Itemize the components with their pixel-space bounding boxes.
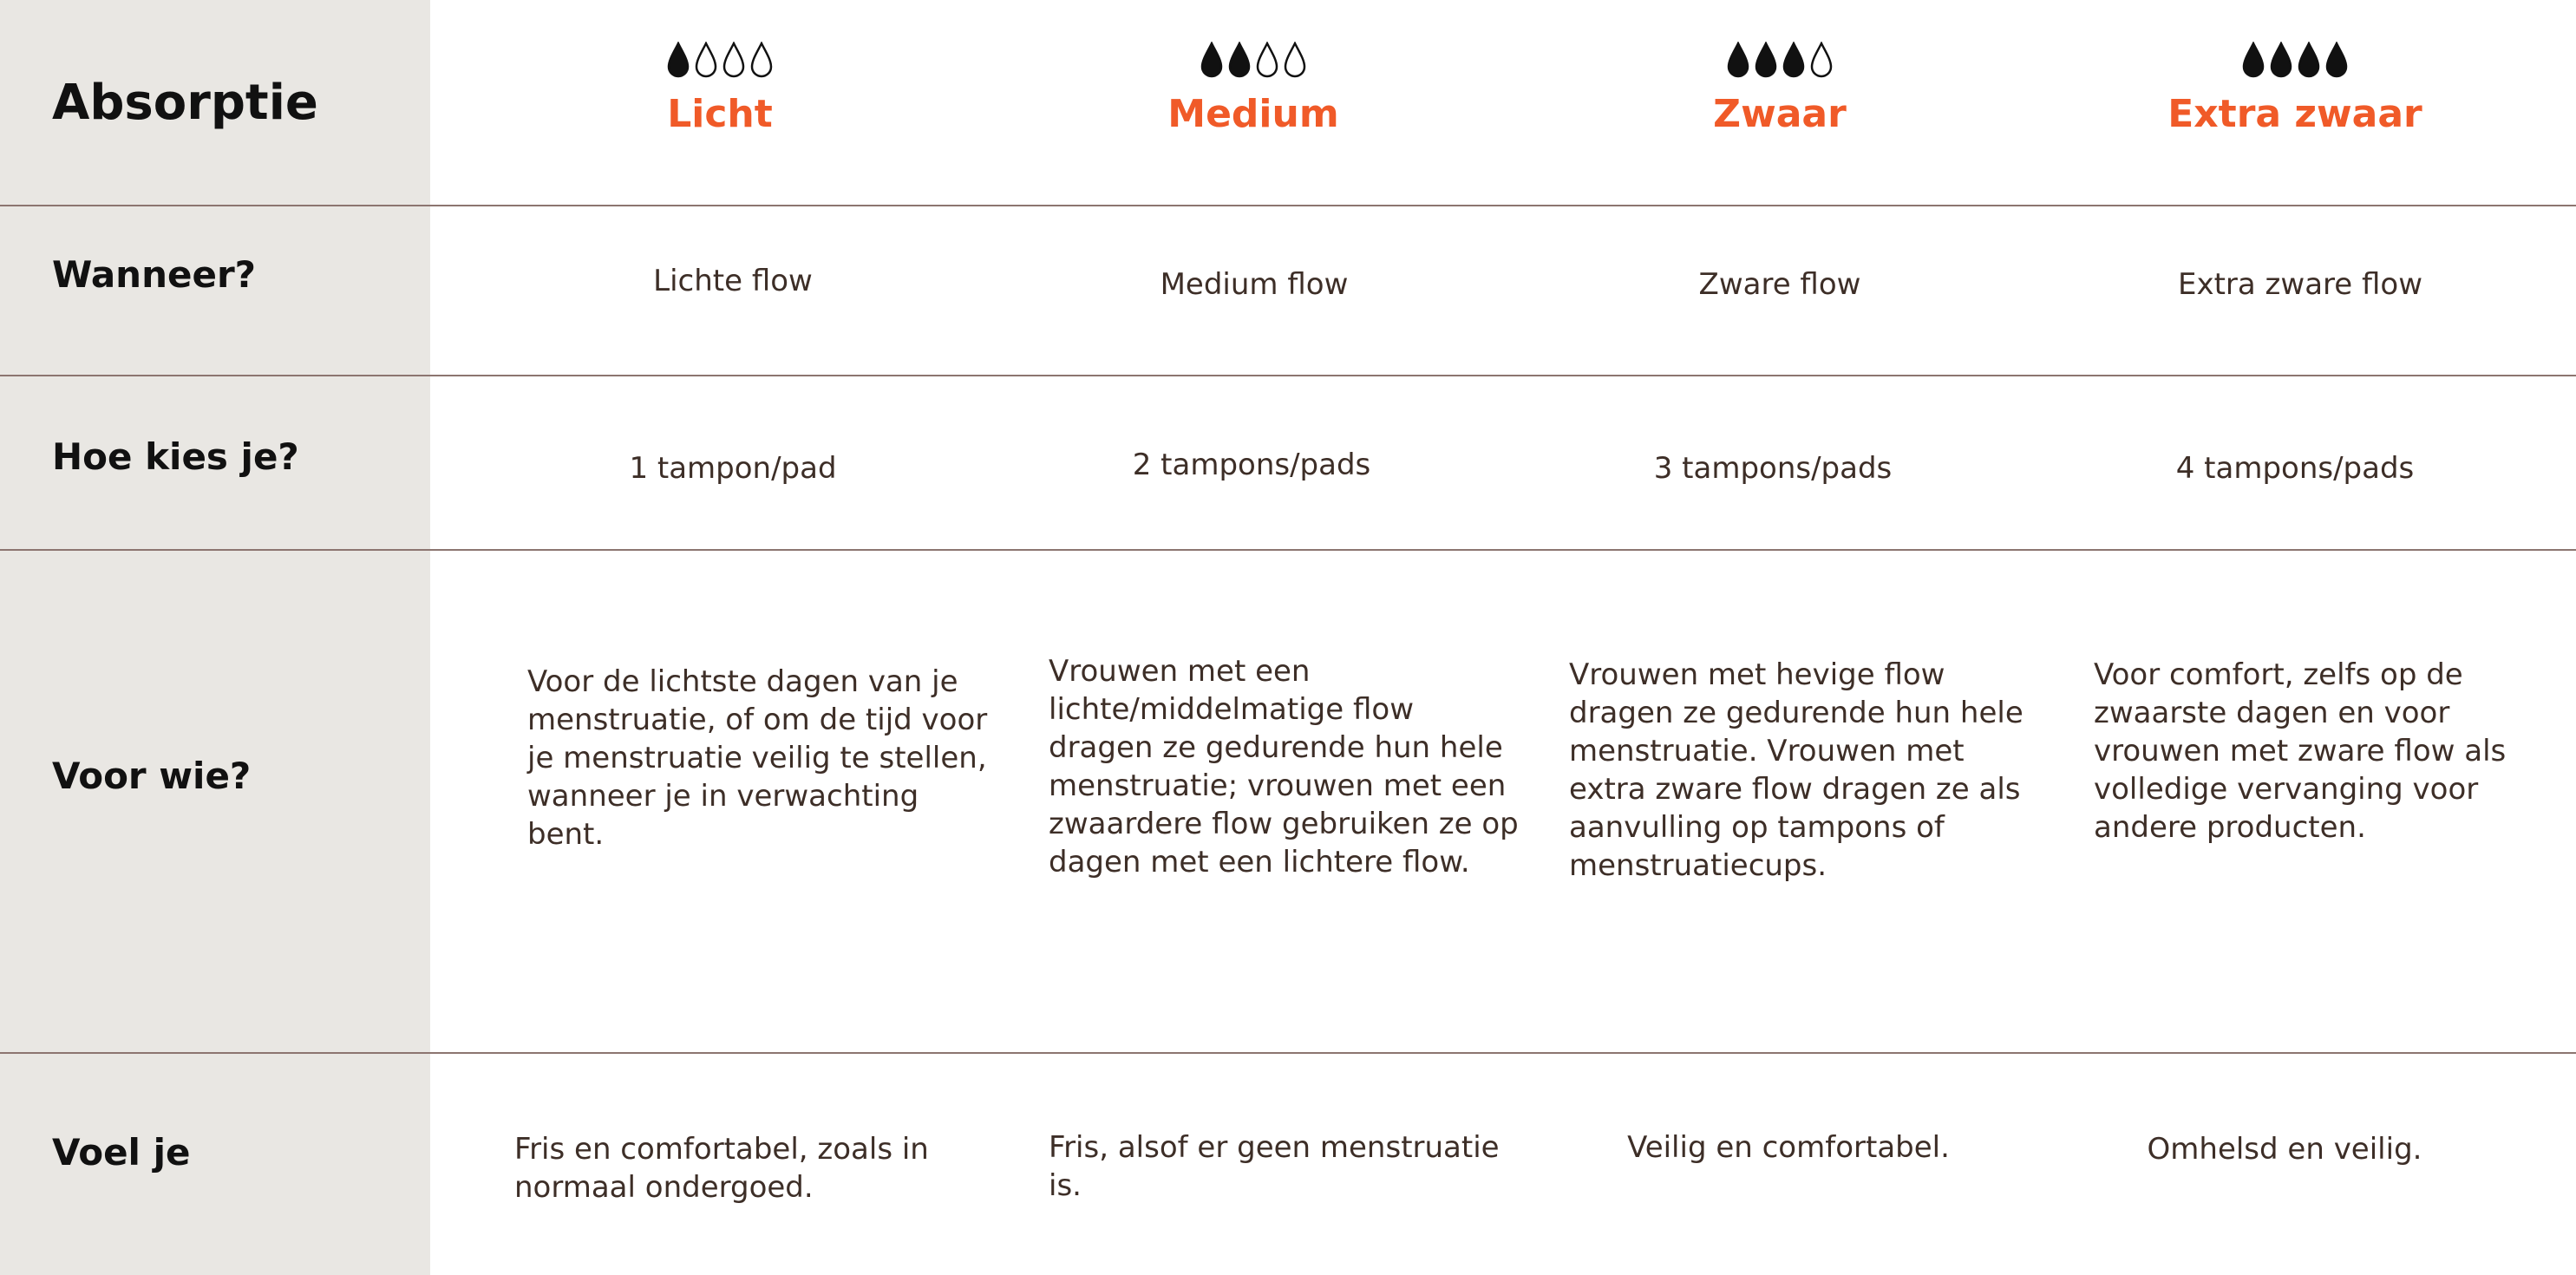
drop-filled-icon: [2269, 42, 2293, 80]
level-header-medium: [1080, 35, 1427, 136]
row-divider: [0, 375, 2576, 376]
drop-filled-icon: [1726, 42, 1750, 80]
cell-voel-je: Fris en comfortabel, zoals in normaal ondergoed.: [514, 1132, 929, 1205]
cell-hoe-kies: 2 tampons/pads: [1132, 448, 1371, 482]
cell-voor-wie: Voor comfort, zelfs op de zwaarste dagen en voor vrouwen met zware flow als volledige vervanging voor andere producten.: [2094, 657, 2507, 845]
row-label-wanneer: Wanneer?: [52, 253, 257, 296]
cell-wanneer: Lichte flow: [653, 264, 813, 298]
drop-rating: [1606, 35, 1953, 80]
cell-voor-wie: Voor de lichtste dagen van je menstruatie, of om de tijd voor je menstruatie veilig te stellen, wanneer je in verwachting bent.: [527, 664, 988, 852]
row-label-column: [0, 0, 430, 1275]
drop-outline-icon: [694, 42, 718, 80]
level-name: Medium: [1167, 92, 1339, 136]
row-divider: [0, 1052, 2576, 1054]
row-divider: [0, 205, 2576, 206]
drop-filled-icon: [2324, 42, 2349, 80]
level-header-extra-zwaar: [2122, 35, 2468, 136]
cell-voor-wie: Vrouwen met een lichte/middelmatige flow dragen ze gedurende hun hele menstruatie; vrouwen met een zwaardere flow gebruiken ze op dagen met een lichtere flow.: [1049, 654, 1519, 879]
cell-hoe-kies: 1 tampon/pad: [629, 451, 837, 486]
drop-rating: [1080, 35, 1427, 80]
drop-filled-icon: [1782, 42, 1806, 80]
level-name: Extra zwaar: [2167, 92, 2422, 136]
cell-voel-je: Omhelsd en veilig.: [2147, 1132, 2422, 1167]
row-label-hoe-kies: Hoe kies je?: [52, 435, 299, 478]
drop-outline-icon: [1255, 42, 1279, 80]
drop-filled-icon: [1227, 42, 1252, 80]
cell-hoe-kies: 3 tampons/pads: [1653, 451, 1893, 486]
row-label-absorptie: Absorptie: [52, 75, 318, 131]
cell-voor-wie: Vrouwen met hevige flow dragen ze gedurende hun hele menstruatie. Vrouwen met extra zware flow dragen ze als aanvulling op tampons of menstruatiecups.: [1569, 657, 2024, 883]
row-divider: [0, 549, 2576, 551]
cell-voel-je: Veilig en comfortabel.: [1627, 1130, 1950, 1165]
drop-outline-icon: [1283, 42, 1307, 80]
drop-filled-icon: [666, 42, 690, 80]
drop-filled-icon: [2241, 42, 2265, 80]
cell-wanneer: Extra zware flow: [2177, 267, 2423, 302]
drop-filled-icon: [1754, 42, 1778, 80]
row-label-voor-wie: Voor wie?: [52, 755, 252, 797]
row-label-voel-je: Voel je: [52, 1131, 191, 1174]
level-header-licht: [546, 35, 893, 136]
cell-voel-je: Fris, alsof er geen menstruatie is.: [1049, 1130, 1500, 1203]
cell-wanneer: Zware flow: [1698, 267, 1861, 302]
drop-outline-icon: [722, 42, 746, 80]
drop-outline-icon: [749, 42, 774, 80]
cell-hoe-kies: 4 tampons/pads: [2175, 451, 2415, 486]
drop-rating: [2122, 35, 2468, 80]
level-name: Zwaar: [1713, 92, 1847, 136]
drop-rating: [546, 35, 893, 80]
drop-filled-icon: [2297, 42, 2321, 80]
drop-outline-icon: [1809, 42, 1834, 80]
drop-filled-icon: [1200, 42, 1224, 80]
level-header-zwaar: [1606, 35, 1953, 136]
cell-wanneer: Medium flow: [1160, 267, 1349, 302]
level-name: Licht: [667, 92, 773, 136]
